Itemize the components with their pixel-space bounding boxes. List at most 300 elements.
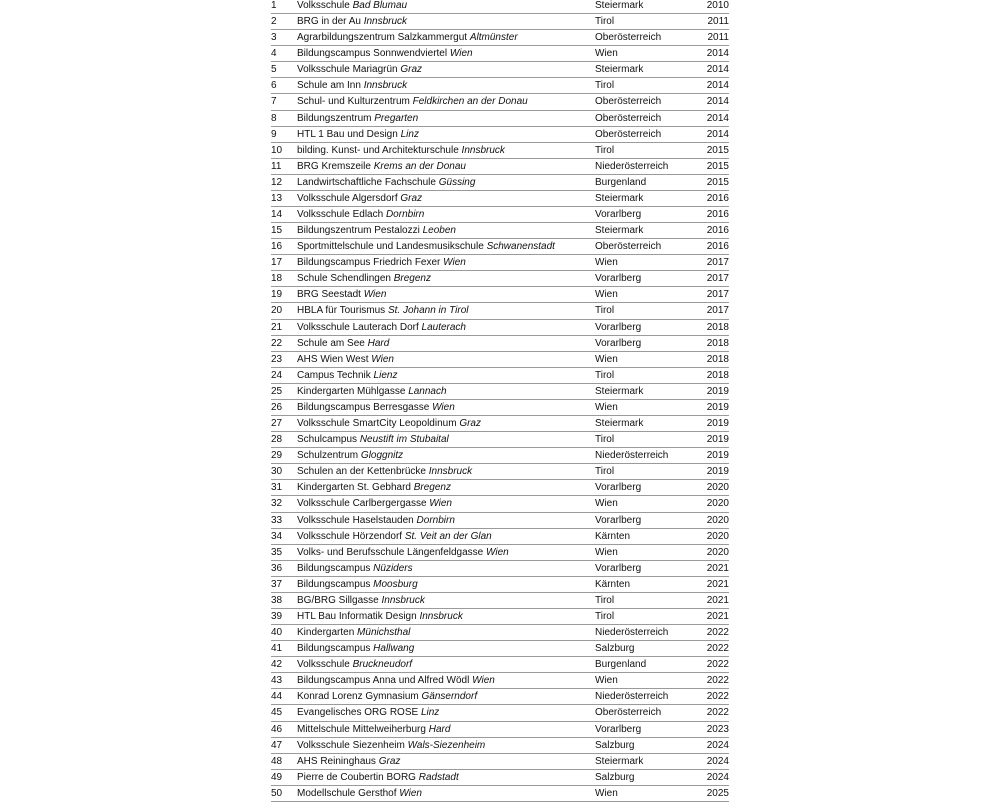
- region: Wien: [595, 675, 618, 687]
- school-name: Bildungscampus Anna und Alfred Wödl: [297, 675, 470, 687]
- year: 2018: [706, 353, 729, 365]
- table-row: [271, 577, 729, 593]
- region: Niederösterreich: [595, 450, 669, 462]
- school-name: HBLA für Tourismus: [297, 305, 386, 317]
- table-row: [271, 738, 729, 754]
- row-number: 30: [271, 466, 283, 478]
- table-row: [271, 271, 729, 287]
- year: 2019: [706, 385, 729, 397]
- school-name-cell: [297, 641, 414, 656]
- table-row: [271, 111, 729, 127]
- school-place: Neustift im Stubaital: [359, 434, 449, 446]
- table-row: [271, 239, 729, 255]
- row-number: 25: [271, 385, 283, 397]
- region: Salzburg: [595, 739, 635, 751]
- school-name-cell: [297, 770, 459, 785]
- row-number: 33: [271, 514, 283, 526]
- school-name-cell: [297, 111, 418, 126]
- year: 2021: [706, 594, 729, 606]
- school-name: Campus Technik: [297, 369, 371, 381]
- region: Wien: [595, 498, 618, 510]
- region: Steiermark: [595, 385, 644, 397]
- school-place: Wien: [363, 289, 387, 301]
- region: Oberösterreich: [595, 96, 662, 108]
- year: 2018: [706, 337, 729, 349]
- school-name: Modellschule Gersthof: [297, 787, 397, 799]
- region: Oberösterreich: [595, 128, 662, 140]
- school-name-cell: [297, 255, 466, 270]
- school-name-cell: [297, 529, 492, 544]
- region: Vorarlberg: [595, 562, 642, 574]
- school-place: Güssing: [438, 176, 476, 188]
- school-name-cell: [297, 609, 463, 624]
- school-place: Wals-Siezenheim: [407, 739, 486, 751]
- table-row: [271, 561, 729, 577]
- region: Tirol: [595, 16, 615, 28]
- table-row: [271, 400, 729, 416]
- table-row: [271, 159, 729, 175]
- row-number: 3: [271, 32, 277, 44]
- region: Vorarlberg: [595, 209, 642, 221]
- school-name-cell: [297, 673, 495, 688]
- school-name-cell: [297, 78, 407, 93]
- school-place: Lienz: [373, 369, 398, 381]
- school-name: Bildungszentrum: [297, 112, 372, 124]
- region: Wien: [595, 353, 618, 365]
- year: 2015: [706, 176, 729, 188]
- school-name-cell: [297, 496, 452, 511]
- school-name: Schule am Inn: [297, 80, 361, 92]
- year: 2014: [706, 96, 729, 108]
- table-row: [271, 384, 729, 400]
- school-name: Volksschule Edlach: [297, 209, 384, 221]
- school-name-cell: [297, 722, 450, 737]
- school-place: Wien: [443, 257, 466, 269]
- region: Steiermark: [595, 225, 644, 237]
- row-number: 17: [271, 257, 283, 269]
- school-name-cell: [297, 593, 425, 608]
- table-row: [271, 0, 729, 14]
- school-name: Bildungszentrum Pestalozzi: [297, 225, 420, 237]
- region: Niederösterreich: [595, 627, 669, 639]
- region: Kärnten: [595, 578, 631, 590]
- table-row: [271, 722, 729, 738]
- row-number: 6: [271, 80, 277, 92]
- row-number: 1: [271, 0, 277, 11]
- table-row: [271, 320, 729, 336]
- school-place: Altmünster: [469, 32, 518, 44]
- region: Wien: [595, 787, 618, 799]
- table-row: [271, 513, 729, 529]
- row-number: 24: [271, 369, 283, 381]
- row-number: 9: [271, 128, 277, 140]
- table-row: [271, 255, 729, 271]
- row-number: 35: [271, 546, 283, 558]
- school-name: AHS Wien West: [297, 353, 369, 365]
- region: Tirol: [595, 369, 615, 381]
- school-place: Innsbruck: [419, 610, 463, 622]
- year: 2017: [706, 289, 729, 301]
- school-name-cell: [297, 127, 419, 142]
- table-row: [271, 287, 729, 303]
- row-number: 44: [271, 691, 283, 703]
- year: 2016: [706, 241, 729, 253]
- row-number: 49: [271, 771, 283, 783]
- row-number: 20: [271, 305, 283, 317]
- region: Steiermark: [595, 0, 644, 11]
- school-name-cell: [297, 287, 386, 302]
- table-row: [271, 175, 729, 191]
- school-name: Bildungscampus Sonnwendviertel: [297, 48, 448, 60]
- school-name-cell: [297, 625, 410, 640]
- table-row: [271, 62, 729, 78]
- school-name: bilding. Kunst- und Architekturschule: [297, 144, 459, 156]
- region: Wien: [595, 401, 618, 413]
- row-number: 15: [271, 225, 283, 237]
- school-place: Moosburg: [373, 578, 418, 590]
- school-place: Radstadt: [418, 771, 459, 783]
- school-name: Volksschule: [297, 0, 350, 11]
- school-place: Münichsthal: [357, 627, 411, 639]
- school-name-cell: [297, 513, 455, 528]
- row-number: 46: [271, 723, 283, 735]
- year: 2018: [706, 321, 729, 333]
- row-number: 14: [271, 209, 283, 221]
- year: 2020: [706, 530, 729, 542]
- school-place: Innsbruck: [381, 594, 425, 606]
- table-row: [271, 754, 729, 770]
- table-row: [271, 191, 729, 207]
- region: Vorarlberg: [595, 273, 642, 285]
- school-place: St. Johann in Tirol: [387, 305, 469, 317]
- school-place: Dornbirn: [416, 514, 455, 526]
- row-number: 34: [271, 530, 283, 542]
- row-number: 37: [271, 578, 283, 590]
- school-name-cell: [297, 657, 412, 672]
- school-name: Konrad Lorenz Gymnasium: [297, 691, 419, 703]
- school-place: Wien: [472, 675, 495, 687]
- school-name-cell: [297, 0, 407, 13]
- school-place: Bad Blumau: [352, 0, 408, 11]
- school-name-cell: [297, 303, 468, 318]
- table-row: [271, 545, 729, 561]
- school-place: Bregenz: [413, 482, 451, 494]
- school-name-cell: [297, 320, 466, 335]
- region: Niederösterreich: [595, 160, 669, 172]
- school-name-cell: [297, 416, 481, 431]
- year: 2014: [706, 80, 729, 92]
- table-row: [271, 14, 729, 30]
- year: 2022: [706, 627, 729, 639]
- school-name-cell: [297, 577, 418, 592]
- table-row: [271, 432, 729, 448]
- table-row: [271, 416, 729, 432]
- school-name: HTL 1 Bau und Design: [297, 128, 398, 140]
- school-name-cell: [297, 336, 389, 351]
- school-name: Schulzentrum: [297, 450, 359, 462]
- table-row: [271, 352, 729, 368]
- row-number: 13: [271, 192, 283, 204]
- school-name-cell: [297, 448, 403, 463]
- school-name-cell: [297, 689, 477, 704]
- region: Vorarlberg: [595, 482, 642, 494]
- school-name: Sportmittelschule und Landesmusikschule: [297, 241, 484, 253]
- school-place: Wien: [399, 787, 422, 799]
- school-place: Innsbruck: [363, 16, 408, 28]
- row-number: 22: [271, 337, 283, 349]
- region: Tirol: [595, 434, 615, 446]
- row-number: 11: [271, 160, 282, 172]
- school-place: Wien: [371, 353, 394, 365]
- year: 2014: [706, 64, 729, 76]
- school-place: Linz: [420, 707, 440, 719]
- school-place: Graz: [400, 192, 423, 204]
- table-row: [271, 46, 729, 62]
- row-number: 28: [271, 434, 283, 446]
- row-number: 4: [271, 48, 277, 60]
- table-row: [271, 529, 729, 545]
- region: Steiermark: [595, 418, 644, 430]
- school-name-cell: [297, 159, 466, 174]
- school-place: Gloggnitz: [360, 450, 404, 462]
- region: Wien: [595, 289, 618, 301]
- school-name-cell: [297, 30, 518, 45]
- school-name: Schule am See: [297, 337, 365, 349]
- table-row: [271, 657, 729, 673]
- year: 2019: [706, 401, 729, 413]
- school-name-cell: [297, 175, 475, 190]
- year: 2021: [706, 610, 729, 622]
- table-row: [271, 448, 729, 464]
- row-number: 12: [271, 176, 283, 188]
- year: 2014: [706, 112, 729, 124]
- school-name: Bildungscampus: [297, 578, 371, 590]
- school-name: Volksschule Mariagrün: [297, 64, 398, 76]
- row-number: 27: [271, 418, 283, 430]
- row-number: 2: [271, 16, 277, 28]
- year: 2023: [706, 723, 729, 735]
- row-number: 43: [271, 675, 283, 687]
- school-place: Innsbruck: [461, 144, 505, 156]
- school-place: Dornbirn: [385, 209, 425, 221]
- year: 2020: [706, 546, 729, 558]
- school-place: Innsbruck: [428, 466, 473, 478]
- school-name: Volksschule SmartCity Leopoldinum: [297, 418, 457, 430]
- table-row: [271, 625, 729, 641]
- school-name: BRG Seestadt: [297, 289, 361, 301]
- table-row: [271, 368, 729, 384]
- school-place: Krems an der Donau: [373, 160, 466, 172]
- row-number: 42: [271, 659, 283, 671]
- school-name-cell: [297, 464, 472, 479]
- table-row: [271, 786, 729, 802]
- school-name: Volksschule Siezenheim: [297, 739, 405, 751]
- school-name: Schulen an der Kettenbrücke: [297, 466, 426, 478]
- year: 2022: [706, 707, 729, 719]
- school-name: Bildungscampus: [297, 562, 371, 574]
- year: 2022: [706, 691, 729, 703]
- school-name-cell: [297, 14, 407, 29]
- region: Salzburg: [595, 643, 635, 655]
- table-row: [271, 496, 729, 512]
- year: 2015: [706, 144, 729, 156]
- region: Vorarlberg: [595, 337, 642, 349]
- school-name: HTL Bau Informatik Design: [297, 610, 417, 622]
- row-number: 21: [271, 321, 283, 333]
- school-name-cell: [297, 400, 455, 415]
- school-name-cell: [297, 223, 456, 238]
- region: Salzburg: [595, 771, 635, 783]
- row-number: 5: [271, 64, 277, 76]
- school-name: Volksschule Algersdorf: [297, 192, 398, 204]
- table-row: [271, 770, 729, 786]
- school-name-cell: [297, 480, 451, 495]
- table-row: [271, 303, 729, 319]
- row-number: 29: [271, 450, 283, 462]
- year: 2019: [706, 418, 729, 430]
- year: 2019: [706, 434, 729, 446]
- year: 2022: [706, 643, 729, 655]
- school-name: BRG in der Au: [297, 16, 361, 28]
- school-place: Feldkirchen an der Donau: [412, 96, 528, 108]
- school-name: Bildungscampus: [297, 643, 371, 655]
- school-place: Bruckneudorf: [352, 659, 413, 671]
- school-place: Wien: [449, 48, 473, 60]
- school-place: Wien: [486, 546, 509, 558]
- school-name: Agrarbildungszentrum Salzkammergut: [297, 32, 468, 44]
- row-number: 41: [271, 643, 283, 655]
- school-name-cell: [297, 738, 485, 753]
- row-number: 18: [271, 273, 283, 285]
- year: 2025: [706, 787, 729, 799]
- school-name: Bildungscampus Friedrich Fexer: [297, 257, 441, 269]
- school-name: Volksschule: [297, 659, 350, 671]
- year: 2017: [706, 257, 729, 269]
- region: Tirol: [595, 144, 615, 156]
- school-place: Gänserndorf: [421, 691, 478, 703]
- school-name: BG/BRG Sillgasse: [297, 594, 379, 606]
- school-place: Leoben: [422, 225, 456, 237]
- year: 2024: [706, 755, 729, 767]
- table-row: [271, 127, 729, 143]
- region: Wien: [595, 546, 618, 558]
- region: Oberösterreich: [595, 241, 662, 253]
- school-name: Volksschule Hörzendorf: [297, 530, 403, 542]
- school-place: Hard: [367, 337, 390, 349]
- school-name: Volksschule Haselstauden: [297, 514, 414, 526]
- year: 2021: [706, 562, 729, 574]
- school-name-cell: [297, 46, 473, 61]
- school-place: Linz: [400, 128, 419, 140]
- school-place: Hard: [428, 723, 451, 735]
- school-name: Mittelschule Mittelweiherburg: [297, 723, 426, 735]
- region: Vorarlberg: [595, 321, 642, 333]
- table-row: [271, 207, 729, 223]
- school-place: Graz: [459, 418, 481, 430]
- region: Steiermark: [595, 192, 644, 204]
- year: 2010: [706, 0, 729, 11]
- school-place: Graz: [400, 64, 423, 76]
- school-place: Wien: [432, 401, 455, 413]
- row-number: 16: [271, 241, 283, 253]
- school-name-cell: [297, 545, 509, 560]
- table-row: [271, 480, 729, 496]
- region: Wien: [595, 48, 618, 60]
- school-name-cell: [297, 561, 413, 576]
- school-place: Lannach: [408, 385, 447, 397]
- row-number: 40: [271, 627, 283, 639]
- year: 2024: [706, 739, 729, 751]
- school-name: AHS Reininghaus: [297, 755, 376, 767]
- school-place: Graz: [378, 755, 401, 767]
- table-row: [271, 641, 729, 657]
- school-place: Pregarten: [374, 112, 419, 124]
- school-name-cell: [297, 352, 394, 367]
- table-row: [271, 593, 729, 609]
- region: Oberösterreich: [595, 112, 662, 124]
- year: 2016: [706, 192, 729, 204]
- school-place: Hallwang: [373, 643, 415, 655]
- school-name-cell: [297, 143, 505, 158]
- school-name-cell: [297, 705, 439, 720]
- table-row: [271, 689, 729, 705]
- year: 2011: [707, 16, 729, 28]
- table-row: [271, 78, 729, 94]
- school-name-cell: [297, 368, 397, 383]
- row-number: 23: [271, 353, 283, 365]
- table-row: [271, 223, 729, 239]
- school-name-cell: [297, 786, 422, 801]
- row-number: 10: [271, 144, 283, 156]
- school-name: Schule Schendlingen: [297, 273, 391, 285]
- year: 2016: [706, 209, 729, 221]
- row-number: 7: [271, 96, 277, 108]
- school-name-cell: [297, 754, 400, 769]
- school-place: Schwanenstadt: [486, 241, 555, 253]
- year: 2016: [706, 225, 729, 237]
- school-name: Pierre de Coubertin BORG: [297, 771, 416, 783]
- row-number: 31: [271, 482, 283, 494]
- region: Oberösterreich: [595, 707, 662, 719]
- year: 2019: [706, 450, 729, 462]
- school-name-cell: [297, 271, 431, 286]
- year: 2018: [706, 369, 729, 381]
- region: Vorarlberg: [595, 514, 642, 526]
- year: 2014: [706, 48, 729, 60]
- region: Tirol: [595, 80, 615, 92]
- region: Kärnten: [595, 530, 631, 542]
- table-row: [271, 143, 729, 159]
- row-number: 48: [271, 755, 283, 767]
- year: 2020: [706, 514, 729, 526]
- school-name: Evangelisches ORG ROSE: [297, 707, 419, 719]
- year: 2011: [707, 32, 729, 44]
- region: Vorarlberg: [595, 723, 642, 735]
- school-name-cell: [297, 62, 422, 77]
- region: Tirol: [595, 610, 615, 622]
- year: 2024: [706, 771, 729, 783]
- table-row: [271, 94, 729, 110]
- row-number: 36: [271, 562, 283, 574]
- year: 2019: [706, 466, 729, 478]
- school-name-cell: [297, 191, 422, 206]
- school-place: Lauterach: [421, 321, 466, 333]
- year: 2017: [706, 305, 729, 317]
- school-name: Schulcampus: [297, 434, 358, 446]
- school-place: Nüziders: [373, 562, 413, 574]
- school-name: Volksschule Carlbergergasse: [297, 498, 427, 510]
- region: Wien: [595, 257, 618, 269]
